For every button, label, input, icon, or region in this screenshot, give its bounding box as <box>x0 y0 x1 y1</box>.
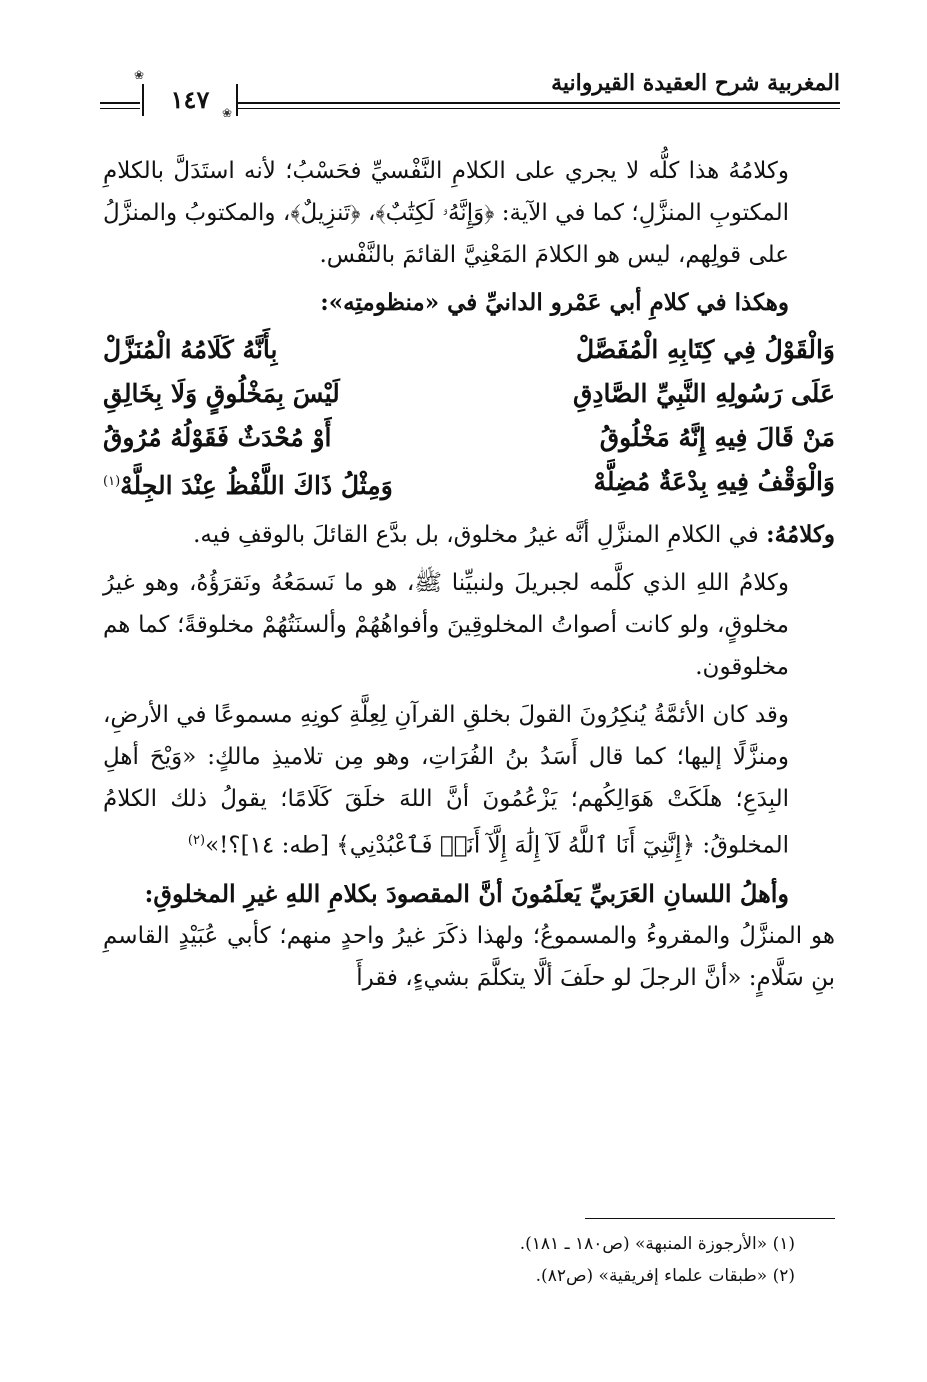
footnote: (١) «الأرجوزة المنبهة» (ص١٨٠ ـ ١٨١). <box>519 1234 795 1254</box>
paragraph-text: في الكلامِ المنزَّلِ أنَّه غيرُ مخلوق، بل بدَّع القائلَ بالوقفِ فيه. <box>193 522 767 549</box>
paragraph: وكلامُهُ هذا كلُّه لا يجري على الكلامِ النَّفْسيِّ فحَسْبُ؛ لأنه استَدَلَّ بالكلامِ المكتوبِ المنزَّلِ؛ كما في الآية: ﴿وَإِنَّهُۥ لَكِتَٰبٌ﴾، ﴿تَنزِيلٌ﴾، والمكتوبُ والمنزَّلُ على قولِهم، ليس هو الكلامَ المَعْنِيَّ القائمَ بالنَّفْس. <box>103 158 789 268</box>
running-title: المغربية شرح العقيدة القيروانية <box>551 70 840 96</box>
header-rule-thin <box>238 108 840 109</box>
verse-line <box>103 416 835 460</box>
verse-hemistich: لَيْسَ بِمَخْلُوقٍ وَلَا بِخَالِقِ <box>103 379 340 408</box>
header-rule <box>238 102 840 104</box>
header-rule-left-thin <box>100 108 140 109</box>
verse-line <box>103 372 835 416</box>
verse-hemistich: وَالْوَقْفُ فِيهِ بِدْعَةٌ مُضِلَّهْ <box>593 467 835 496</box>
verse-hemistich <box>103 460 393 508</box>
main-text <box>103 150 835 999</box>
footnote-ref: (٢) <box>187 833 206 849</box>
paragraph <box>103 514 835 556</box>
verse-text: وَمِثْلُ ذَاكَ اللَّفْظُ عِنْدَ الجِلَّهْ <box>120 471 393 501</box>
ornament-icon: ❀ <box>134 68 145 82</box>
verse-hemistich: عَلَى رَسُولِهِ النَّبِيِّ الصَّادِقِ <box>573 379 835 408</box>
verse-hemistich: وَالْقَوْلُ فِي كِتَابِهِ الْمُفَصَّلْ <box>576 335 835 364</box>
footnotes <box>103 1218 835 1292</box>
page-number: ١٤٧ <box>142 84 238 116</box>
paragraph: وكلامُ اللهِ الذي كلَّمه لجبريلَ ولنبيِّنا ﷺ، هو ما نَسمَعُهُ ونَقرَؤُهُ، وهو غيرُ مخلوقٍ، ولو كانت أصواتُ المخلوقِينَ وأفواهُهُمْ وألسنَتُهُمْ مخلوقةً؛ كما هم مخلوقون. <box>103 570 789 681</box>
paragraph: وهكذا في كلامِ أبي عَمْرو الدانيِّ في «منظومتِه»: <box>320 289 789 316</box>
page-header <box>100 64 840 124</box>
footnote-divider <box>585 1218 835 1219</box>
paragraph <box>103 694 835 867</box>
ornament-icon: ❀ <box>222 106 233 120</box>
paragraph-text: وقد كان الأئمَّةُ يُنكِرُونَ القولَ بخلقِ القرآنِ لِعِلَّةِ كونِهِ مسموعًا في الأرضِ، ومنزَّلًا إليها؛ كما قال أَسَدُ بنُ الفُرَاتِ، وهو مِن تلاميذِ مالكٍ: «وَيْحَ أهلِ البِدَعِ؛ هلَكَتْ هَوَالِكُهم؛ يَزْعُمُونَ أنَّ اللهَ خلَقَ كَلَامًا؛ يقولُ ذلك الكلامُ المخلوقُ: ﴿إِنَّنِيٓ أَنَا ٱللَّهُ لَآ إِلَٰهَ إِلَّآ أَنَا۠ فَٱعْبُدْنِي﴾ [طه: ١٤]؟!» <box>103 702 789 859</box>
footnote: (٢) «طبقات علماء إفريقية» (ص٨٢). <box>535 1266 795 1286</box>
verse-line <box>103 460 835 508</box>
paragraph: هو المنزَّلُ والمقروءُ والمسموعُ؛ ولهذا ذكَرَ غيرُ واحدٍ منهم؛ كأبي عُبَيْدٍ القاسمِ بنِ سَلَّامٍ: «أنَّ الرجلَ لو حلَفَ ألَّا يتكلَّمَ بشيءٍ، فقرأَ <box>103 922 835 991</box>
verse-hemistich: أَوْ مُحْدَثٌ فَقَوْلُهُ مُرُوقُ <box>103 423 332 452</box>
footnote-ref: (١) <box>103 474 121 489</box>
header-rule-left <box>100 102 140 104</box>
verse-hemistich: بِأَنَّهُ كَلَامُهُ الْمُنَزَّلْ <box>103 335 278 364</box>
verse-line <box>103 328 835 372</box>
lead-term: وكلامُهُ: <box>766 521 835 549</box>
poem-verses <box>103 328 835 508</box>
verse-hemistich: مَنْ قَالَ فِيهِ إِنَّهُ مَخْلُوقُ <box>599 423 835 452</box>
paragraph-heading: وأهلُ اللسانِ العَرَبيِّ يَعلَمُونَ أنَّ المقصودَ بكلامِ اللهِ غيرِ المخلوقِ: <box>144 878 789 908</box>
